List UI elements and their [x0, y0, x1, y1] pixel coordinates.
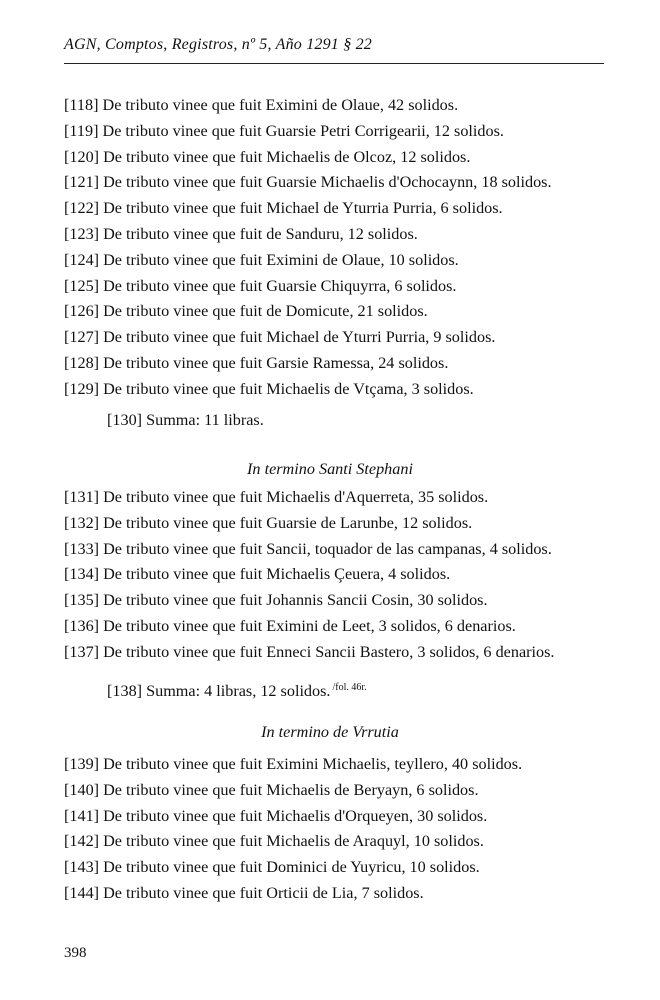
header-rule	[64, 63, 604, 64]
entry-139: [139] De tributo vinee que fuit Eximini Michaelis, teyllero, 40 solidos.	[64, 755, 523, 773]
folio-marker: /fol. 46r.	[332, 682, 367, 693]
running-header: AGN, Comptos, Registros, nº 5, Año 1291 § 22	[64, 36, 372, 53]
entry-133: [133] De tributo vinee que fuit Sancii, toquador de las campanas, 4 solidos.	[64, 539, 552, 558]
entry-144: [144] De tributo vinee que fuit Orticii de Lia, 7 solidos.	[64, 883, 424, 902]
entry-143: [143] De tributo vinee que fuit Dominici de Yuyricu, 10 solidos.	[64, 858, 480, 877]
entry-125: [125] De tributo vinee que fuit Guarsie Chiquyrra, 6 solidos.	[64, 276, 457, 295]
summa-138-block	[64, 675, 624, 705]
summa-138	[107, 675, 624, 705]
page-number: 398	[64, 945, 87, 961]
entry-123: [123] De tributo vinee que fuit de Sanduru, 12 solidos.	[64, 224, 418, 243]
section-heading-vrrutia: In termino de Vrrutia	[261, 723, 399, 741]
entry-131: [131] De tributo vinee que fuit Michaelis d'Aquerreta, 35 solidos.	[64, 488, 489, 506]
entry-135: [135] De tributo vinee que fuit Johannis Sancii Cosin, 30 solidos.	[64, 591, 488, 610]
entry-121: [121] De tributo vinee que fuit Guarsie Michaelis d'Ochocaynn, 18 solidos.	[64, 173, 552, 192]
entry-137: [137] De tributo vinee que fuit Enneci Sancii Bastero, 3 solidos, 6 denarios.	[64, 642, 555, 661]
entry-132: [132] De tributo vinee que fuit Guarsie de Larunbe, 12 solidos.	[64, 513, 473, 532]
entry-140: [140] De tributo vinee que fuit Michaelis de Beryayn, 6 solidos.	[64, 780, 479, 799]
entry-128: [128] De tributo vinee que fuit Garsie Ramessa, 24 solidos.	[64, 353, 449, 372]
entry-141: [141] De tributo vinee que fuit Michaelis d'Orqueyen, 30 solidos.	[64, 806, 488, 825]
entry-124: [124] De tributo vinee que fuit Eximini de Olaue, 10 solidos.	[64, 250, 459, 269]
summa-130-block	[64, 408, 624, 434]
summa-130: [130] Summa: 11 libras.	[107, 411, 264, 429]
entry-118: [118] De tributo vinee que fuit Eximini de Olaue, 42 solidos.	[64, 96, 459, 114]
entries-group-1	[64, 93, 624, 403]
entry-134: [134] De tributo vinee que fuit Michaelis Çeuera, 4 solidos.	[64, 565, 451, 584]
entry-126: [126] De tributo vinee que fuit de Domicute, 21 solidos.	[64, 302, 428, 321]
entry-127: [127] De tributo vinee que fuit Michael de Yturri Purria, 9 solidos.	[64, 328, 496, 347]
section-heading-santi-stephani: In termino Santi Stephani	[247, 460, 413, 478]
entry-129: [129] De tributo vinee que fuit Michaelis de Vtçama, 3 solidos.	[64, 379, 474, 398]
entry-120: [120] De tributo vinee que fuit Michaelis de Olcoz, 12 solidos.	[64, 147, 471, 166]
summa-138-text: [138] Summa: 4 libras, 12 solidos.	[107, 682, 331, 700]
entry-119: [119] De tributo vinee que fuit Guarsie Petri Corrigearii, 12 solidos.	[64, 121, 504, 140]
entry-122: [122] De tributo vinee que fuit Michael de Yturria Purria, 6 solidos.	[64, 199, 503, 218]
entries-group-2	[64, 485, 624, 666]
entries-group-3	[64, 752, 624, 907]
entry-142: [142] De tributo vinee que fuit Michaelis de Araquyl, 10 solidos.	[64, 832, 484, 851]
entry-136: [136] De tributo vinee que fuit Eximini de Leet, 3 solidos, 6 denarios.	[64, 616, 516, 635]
